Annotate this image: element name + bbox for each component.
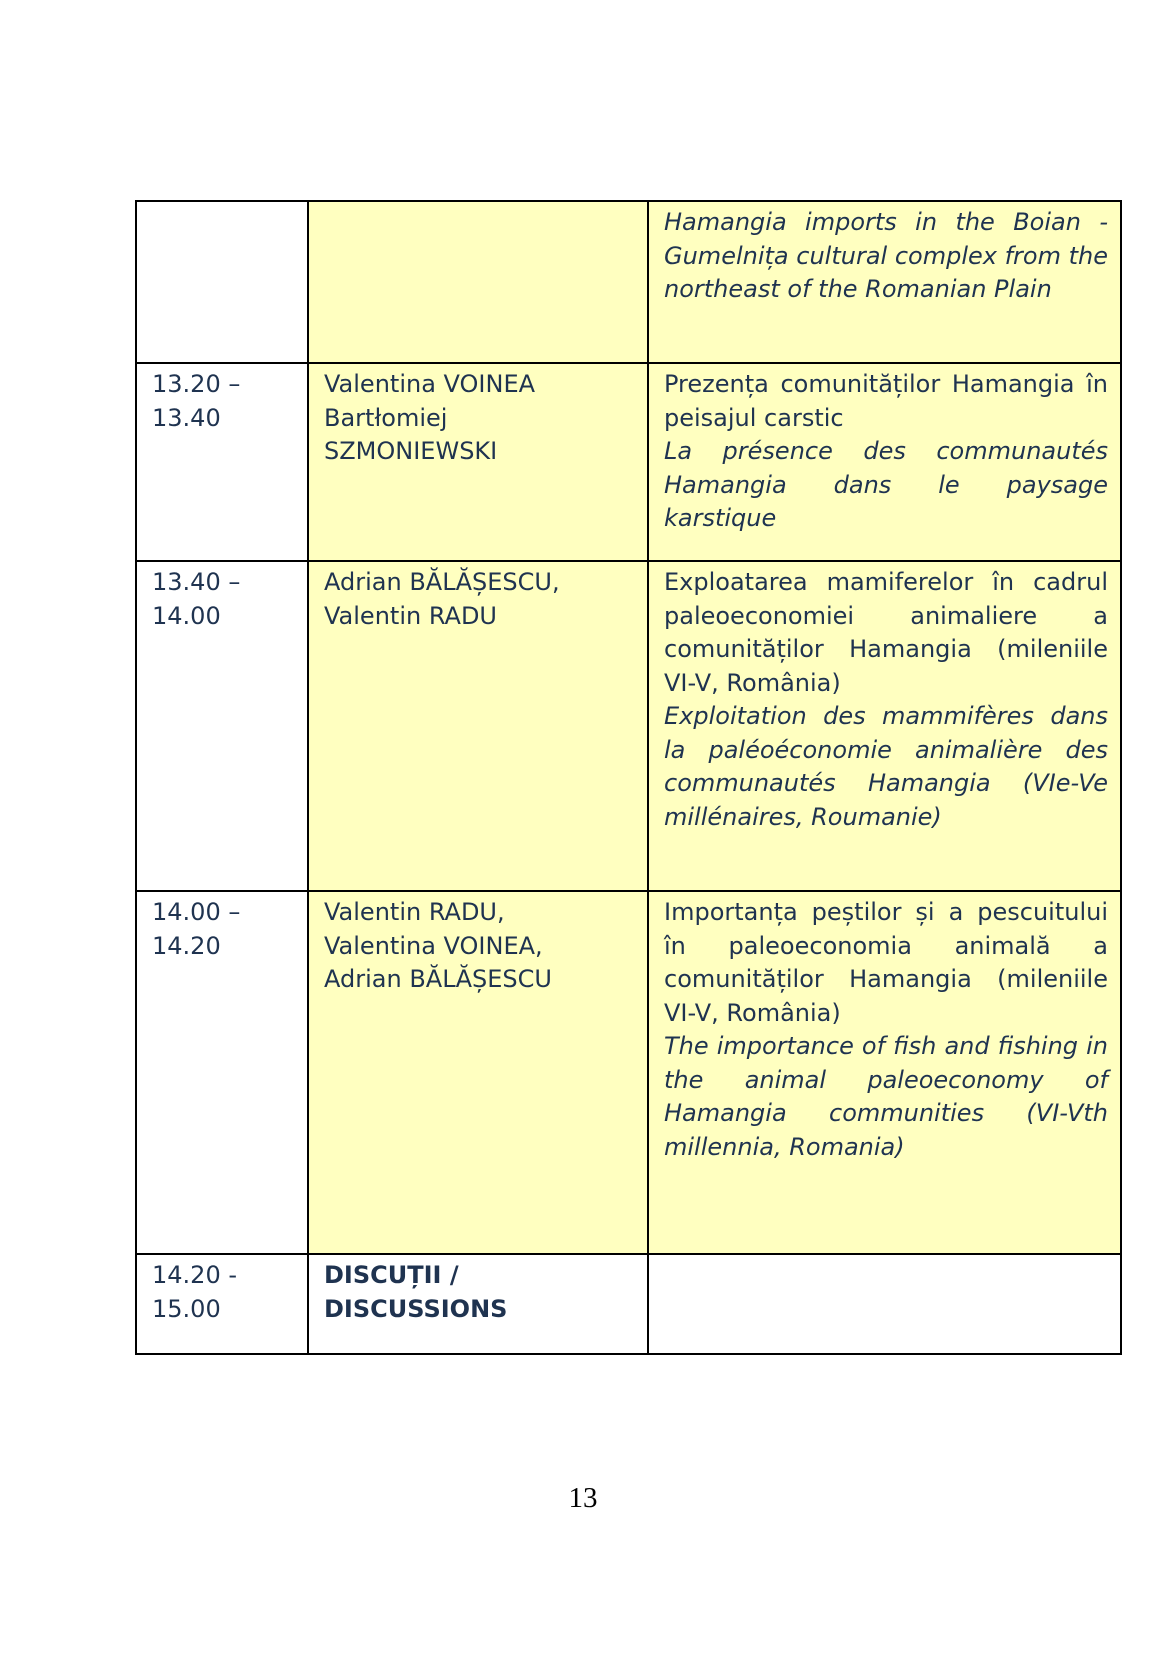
time-cell bbox=[136, 201, 308, 363]
author-name: Bartłomiej bbox=[324, 403, 448, 432]
discussion-label: DISCUȚII / bbox=[324, 1261, 459, 1289]
time-start: 14.20 - bbox=[152, 1261, 237, 1289]
title-romanian: Importanța peștilor și a pescuitului în paleoeconomia animală a comunităților Hamangia (mileniile VI-V, România) bbox=[664, 898, 1108, 1027]
title-translation: Hamangia imports in the Boian - Gumelnița cultural complex from the northeast of the Romanian Plain bbox=[664, 208, 1108, 303]
time-start: 13.40 – bbox=[152, 568, 241, 596]
author-name: SZMONIEWSKI bbox=[324, 437, 498, 465]
author-cell bbox=[308, 891, 648, 1254]
title-translation: Exploitation des mammifères dans la paléoéconomie animalière des communautés Hamangia (VIe-Ve millénaires, Roumanie) bbox=[664, 702, 1108, 831]
time-cell bbox=[136, 561, 308, 891]
author-name: Valentin RADU bbox=[324, 601, 497, 630]
empty-cell bbox=[648, 1254, 1121, 1354]
title-cell bbox=[648, 201, 1121, 363]
table-row bbox=[136, 1254, 1121, 1354]
time-start: 13.20 – bbox=[152, 370, 241, 398]
time-end: 14.20 bbox=[152, 931, 221, 960]
page-number: 13 bbox=[568, 1482, 598, 1514]
title-cell bbox=[648, 363, 1121, 561]
author-name: Valentina VOINEA, bbox=[324, 931, 543, 960]
time-cell bbox=[136, 891, 308, 1254]
program-table bbox=[135, 200, 1122, 1355]
title-romanian: Exploatarea mamiferelor în cadrul paleoeconomiei animaliere a comunităților Hamangia (mileniile VI-V, România) bbox=[664, 568, 1108, 697]
time-end: 13.40 bbox=[152, 403, 221, 432]
title-cell bbox=[648, 891, 1121, 1254]
title-translation: The importance of fish and fishing in the animal paleoeconomy of Hamangia communities (VI-Vth millennia, Romania) bbox=[664, 1032, 1108, 1161]
author-name: Valentin RADU, bbox=[324, 898, 505, 926]
table-row bbox=[136, 201, 1121, 363]
title-romanian: Prezența comunităților Hamangia în peisajul carstic bbox=[664, 370, 1108, 432]
author-name: Adrian BĂLĂȘESCU, bbox=[324, 568, 560, 596]
time-end: 15.00 bbox=[152, 1294, 221, 1323]
time-end: 14.00 bbox=[152, 601, 221, 630]
title-translation: La présence des communautés Hamangia dans le paysage karstique bbox=[664, 437, 1108, 532]
time-cell bbox=[136, 363, 308, 561]
table-row bbox=[136, 891, 1121, 1254]
author-name: Valentina VOINEA bbox=[324, 370, 536, 398]
author-cell bbox=[308, 363, 648, 561]
table-row bbox=[136, 561, 1121, 891]
author-cell bbox=[308, 201, 648, 363]
title-cell bbox=[648, 561, 1121, 891]
discussion-cell bbox=[308, 1254, 648, 1354]
author-cell bbox=[308, 561, 648, 891]
time-start: 14.00 – bbox=[152, 898, 241, 926]
time-cell bbox=[136, 1254, 308, 1354]
discussion-label: DISCUSSIONS bbox=[324, 1294, 508, 1323]
author-name: Adrian BĂLĂȘESCU bbox=[324, 965, 552, 993]
table-row bbox=[136, 363, 1121, 561]
